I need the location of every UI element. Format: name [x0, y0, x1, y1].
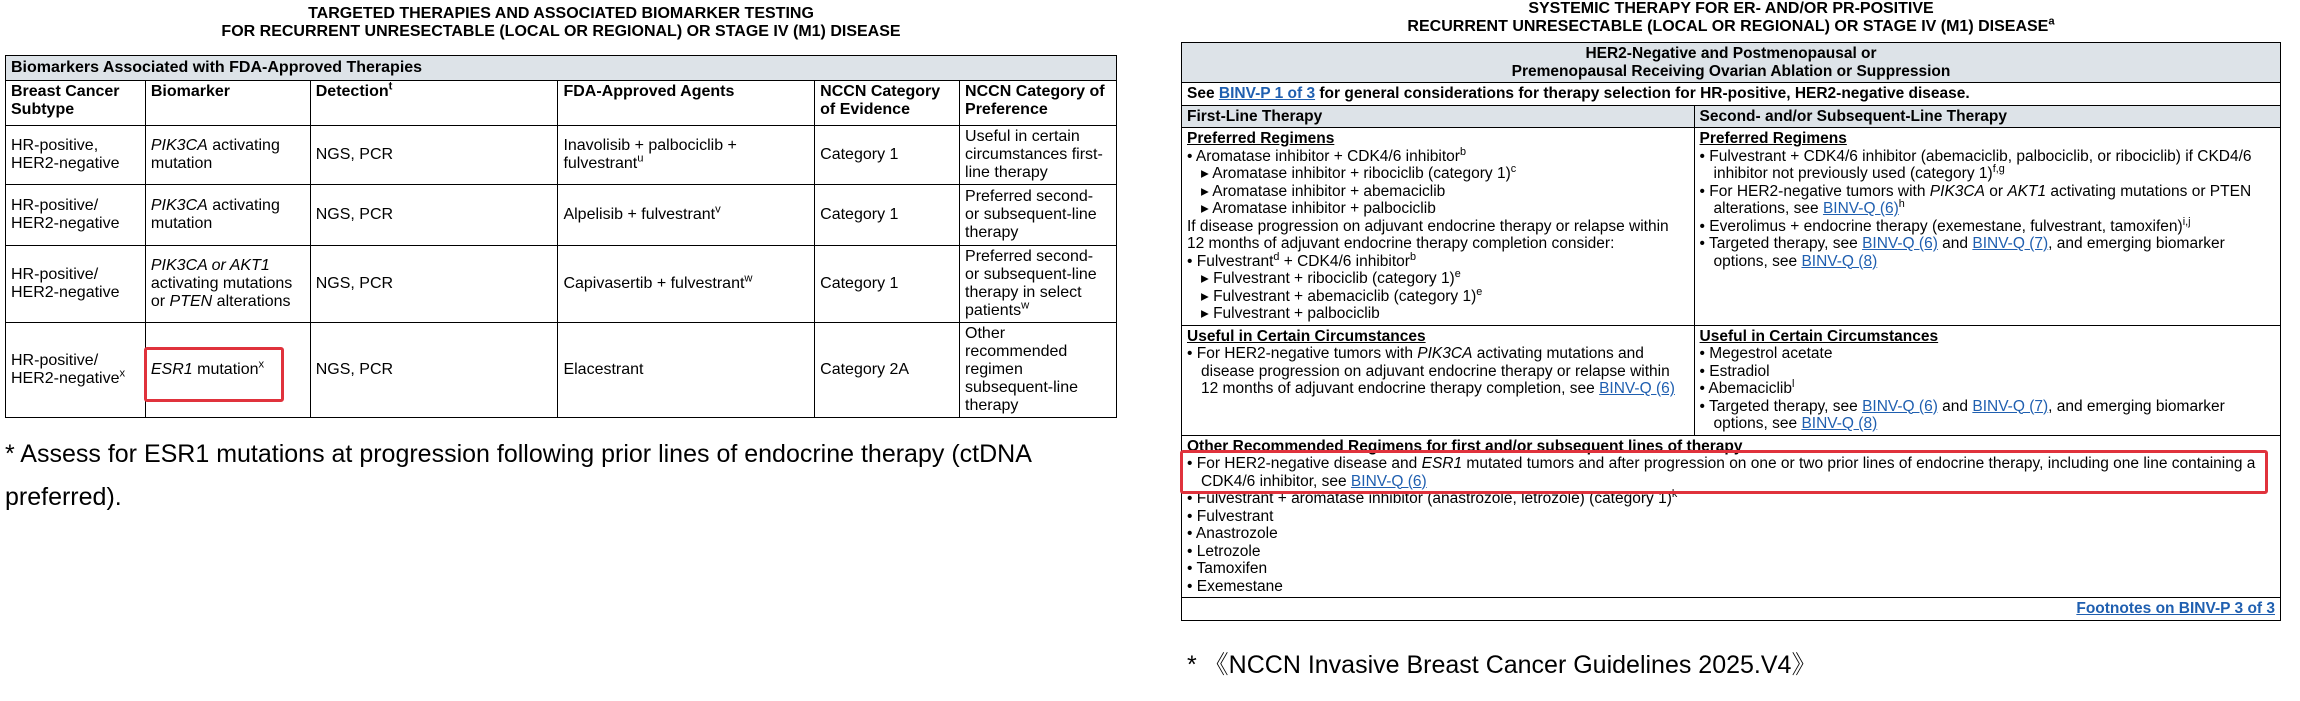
- biomarker-table-caption: Biomarkers Associated with FDA-Approved Therapies: [6, 56, 1117, 81]
- therapy-title-line1: SYSTEMIC THERAPY FOR ER- AND/OR PR-POSITIVE: [1528, 0, 1934, 17]
- cell-subtype: HR-positive/ HER2-negative: [6, 246, 146, 323]
- cell-evidence: Category 1: [815, 185, 960, 246]
- cell-agents: Alpelisib + fulvestrant$^v$: [558, 185, 815, 246]
- first-line-header: First-Line Therapy: [1182, 105, 1695, 128]
- first-line-preferred: Preferred Regimens • Aromatase inhibitor + CDK4/6 inhibitor$^b$ ▸ Aromatase inhibitor + ribociclib (category 1)$^c$ ▸ Aromatase inhibitor + abemaciclib ▸ Aromatase inhibitor + palbociclib If disease progression on adjuvant endocrine therapy or relapse within 12 months of adjuvant endocrine therapy completion consider: • Fulvestrant$^d$ + CDK4/6 inhibitor$^b$ ▸ Fulvestrant + ribociclib (category 1)$^e$ ▸ Fulvestrant + abemaciclib (category 1)$^e$ ▸ Fulvestrant + palbociclib: [1182, 128, 1695, 326]
- biomarker-title-line1: TARGETED THERAPIES AND ASSOCIATED BIOMARKER TESTING: [308, 5, 814, 22]
- header-subtype: Breast Cancer Subtype: [6, 81, 146, 126]
- binv-q-6-link[interactable]: BINV-Q (6): [1599, 380, 1675, 397]
- header-evidence: NCCN Category of Evidence: [815, 81, 960, 126]
- cell-biomarker-highlighted: ESR1 mutation$^x$: [145, 323, 310, 418]
- cell-agents: Capivasertib + fulvestrant$^w$: [558, 246, 815, 323]
- binv-q-8-link[interactable]: BINV-Q (8): [1801, 415, 1878, 432]
- binv-q-7-link[interactable]: BINV-Q (7): [1972, 397, 2049, 415]
- cell-preference: Preferred second- or subsequent-line therapy: [960, 185, 1117, 246]
- subsequent-line-header: Second- and/or Subsequent-Line Therapy: [1694, 105, 2280, 128]
- cell-detection: NGS, PCR: [310, 185, 558, 246]
- biomarker-panel: [5, 5, 1117, 418]
- table-row: [6, 185, 1117, 246]
- header-agents: FDA-Approved Agents: [558, 81, 815, 126]
- binv-p-1-link[interactable]: BINV-P 1 of 3: [1218, 85, 1316, 102]
- cell-subtype: HR-positive, HER2-negative: [6, 126, 146, 185]
- population-header: HER2-Negative and Postmenopausal or Premenopausal Receiving Ovarian Ablation or Suppression: [1182, 43, 2281, 83]
- cell-evidence: Category 1: [815, 246, 960, 323]
- see-considerations: See BINV-P 1 of 3 for general considerations for therapy selection for HR-positive, HER2-negative disease.: [1182, 83, 2281, 106]
- systemic-therapy-panel: [1181, 0, 2281, 621]
- guideline-source-note: * 《NCCN Invasive Breast Cancer Guidelines 2025.V4》: [1187, 651, 1817, 679]
- cell-subtype: HR-positive/ HER2-negative$^x$: [6, 323, 146, 418]
- subsequent-line-preferred: Preferred Regimens • Fulvestrant + CDK4/6 inhibitor (abemaciclib, palbociclib, or ribociclib) if CKD4/6 inhibitor not previously used (category 1)$^{f,g}$ • For HER2-negative tumors with PIK3CA or AKT1 activating mutations or PTEN alterations, see BINV-Q $(6)^h$ • Everolimus + endocrine therapy (exemestane, fulvestrant, tamoxifen)$^{i,j}$ • Targeted therapy, see BINV-Q (6) and BINV-Q (7), and emerging biomarker options, see BINV-Q (8): [1694, 128, 2280, 326]
- cell-preference: Preferred second- or subsequent-line therapy in select patients$^w$: [960, 246, 1117, 323]
- header-biomarker: Biomarker: [145, 81, 310, 126]
- header-detection: Detection$^t$: [310, 81, 558, 126]
- footnotes-row: [1182, 598, 2281, 621]
- binv-q-6-link[interactable]: BINV-Q (6): [1350, 472, 1427, 490]
- table-row: [6, 126, 1117, 185]
- binv-q-6-link[interactable]: BINV-Q (6): [1862, 235, 1938, 252]
- table-row: [6, 323, 1117, 418]
- binv-q-7-link[interactable]: BINV-Q (7): [1972, 235, 2049, 252]
- biomarker-table-header: [6, 81, 1117, 126]
- subsequent-line-useful: Useful in Certain Circumstances • Megestrol acetate • Estradiol • Abemaciclib$^l$ • Targeted therapy, see BINV-Q (6) and BINV-Q (7), and emerging biomarker options, see BINV-Q (8): [1694, 325, 2280, 435]
- cell-subtype: HR-positive/ HER2-negative: [6, 185, 146, 246]
- cell-detection: NGS, PCR: [310, 126, 558, 185]
- biomarker-title-line2: FOR RECURRENT UNRESECTABLE (LOCAL OR REGIONAL) OR STAGE IV (M1) DISEASE: [221, 23, 901, 40]
- therapy-title-line2: RECURRENT UNRESECTABLE (LOCAL OR REGIONAL) OR STAGE IV (M1) DISEASE$^a$: [1407, 15, 2055, 35]
- cell-agents: Elacestrant: [558, 323, 815, 418]
- biomarker-table: [5, 55, 1117, 418]
- binv-q-8-link[interactable]: BINV-Q (8): [1801, 252, 1878, 270]
- other-recommended-regimens: Other Recommended Regimens for first and/or subsequent lines of therapy • For HER2-negative disease and ESR1 mutated tumors and after progression on one or two prior lines of endocrine therapy, including one line containing a CDK4/6 inhibitor, see BINV-Q (6) • Fulvestrant + aromatase inhibitor (anastrozole, letrozole) (category 1)$^k$ • Fulvestrant • Anastrozole • Letrozole • Tamoxifen • Exemestane: [1182, 435, 2281, 598]
- footnotes-link[interactable]: Footnotes on BINV-P 3 of 3: [2076, 600, 2275, 617]
- first-line-useful: Useful in Certain Circumstances • For HER2-negative tumors with PIK3CA activating mutations and disease progression on adjuvant endocrine therapy or relapse within 12 months of adjuvant endocrine therapy completion, see BINV-Q (6): [1182, 325, 1695, 435]
- table-row: [6, 246, 1117, 323]
- cell-evidence: Category 2A: [815, 323, 960, 418]
- binv-q-6-link[interactable]: BINV-Q (6): [1862, 397, 1938, 415]
- cell-biomarker: PIK3CA activating mutation: [145, 126, 310, 185]
- cell-preference: Other recommended regimen subsequent-line therapy: [960, 323, 1117, 418]
- esr1-assessment-note: * Assess for ESR1 mutations at progression following prior lines of endocrine therapy (ctDNA preferred).: [5, 440, 1031, 511]
- header-preference: NCCN Category of Preference: [960, 81, 1117, 126]
- systemic-therapy-table: [1181, 42, 2281, 621]
- cell-agents: Inavolisib + palbociclib + fulvestrant$^u$: [558, 126, 815, 185]
- cell-biomarker: PIK3CA activating mutation: [145, 185, 310, 246]
- cell-detection: NGS, PCR: [310, 246, 558, 323]
- cell-detection: NGS, PCR: [310, 323, 558, 418]
- cell-preference: Useful in certain circumstances first-line therapy: [960, 126, 1117, 185]
- binv-q-6-link[interactable]: BINV-Q (6): [1822, 200, 1899, 217]
- cell-evidence: Category 1: [815, 126, 960, 185]
- cell-biomarker: PIK3CA or AKT1 activating mutations or PTEN alterations: [145, 246, 310, 323]
